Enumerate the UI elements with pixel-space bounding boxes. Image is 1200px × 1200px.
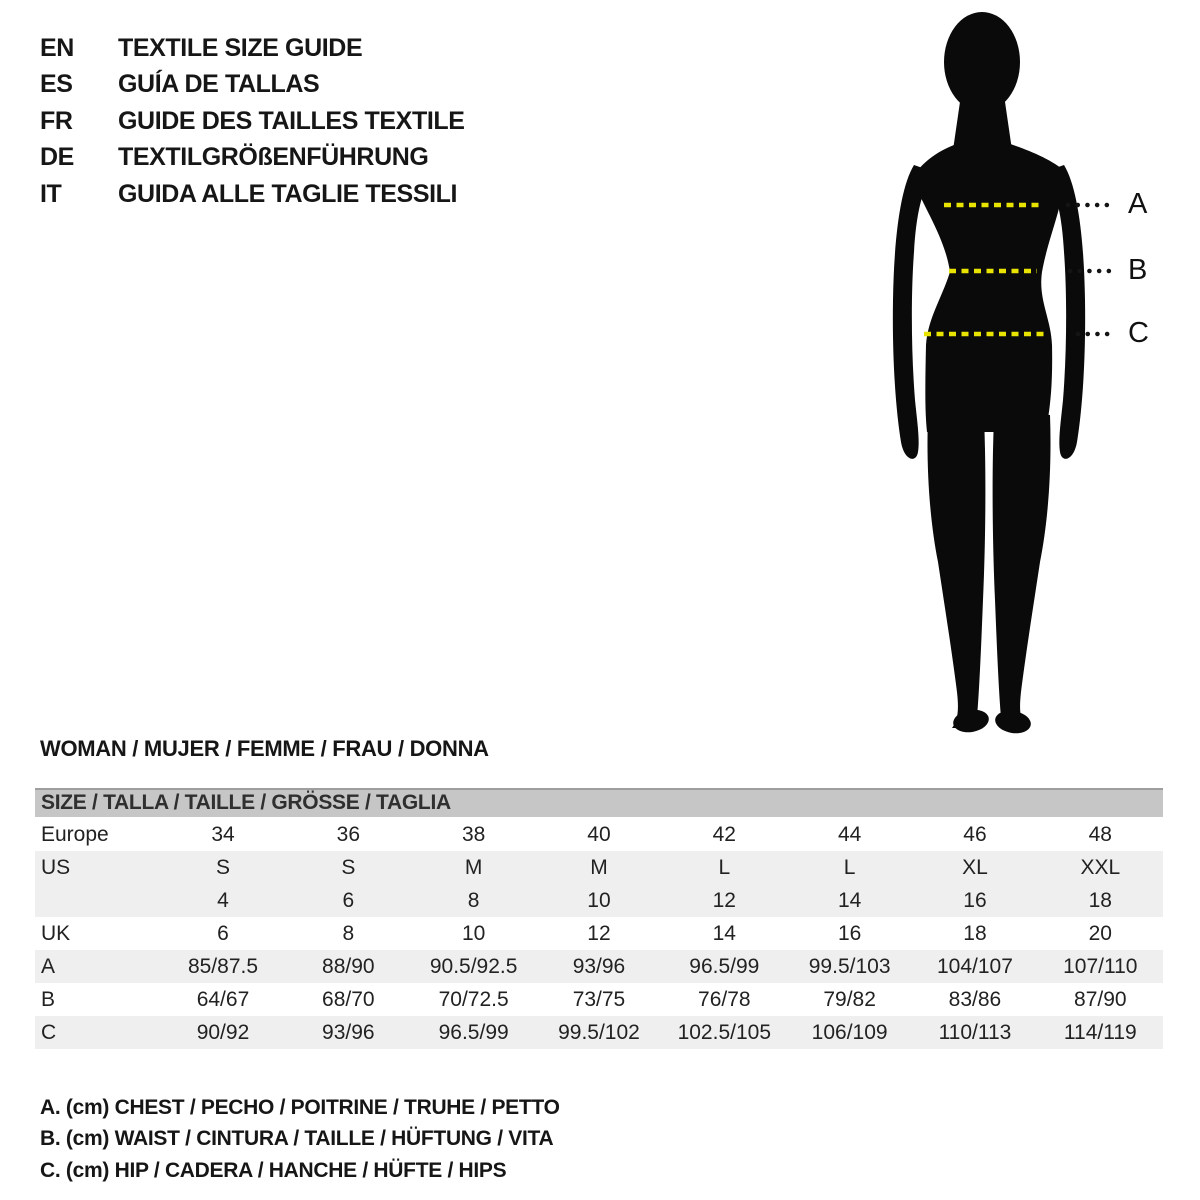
size-cell: 96.5/99 <box>689 954 760 978</box>
size-cell: S <box>341 855 356 879</box>
size-cell: 83/86 <box>948 987 1002 1011</box>
torso-shape <box>912 142 1066 432</box>
woman-silhouette-figure <box>880 0 1200 750</box>
size-cell: 99.5/102 <box>558 1020 640 1044</box>
size-cell: L <box>718 855 731 879</box>
language-title: GUIDA ALLE TAGLIE TESSILI <box>118 179 458 208</box>
right-leg-shape <box>993 412 1051 728</box>
size-cell: 10 <box>587 888 611 912</box>
size-cell: 76/78 <box>698 987 751 1011</box>
measure-label-chest: A <box>1128 188 1148 220</box>
left-foot-shape <box>951 707 990 735</box>
size-cell: 46 <box>963 823 987 847</box>
right-foot-shape <box>993 708 1032 736</box>
section-title-woman: WOMAN / MUJER / FEMME / FRAU / DONNA <box>40 736 489 761</box>
language-code: DE <box>40 143 74 172</box>
size-cell: XL <box>962 855 988 879</box>
size-cell: L <box>843 855 856 879</box>
size-cell: 20 <box>1088 921 1112 945</box>
size-table <box>35 788 1163 1049</box>
language-title: TEXTILGRÖßENFÜHRUNG <box>118 143 429 172</box>
row-label: A <box>41 954 56 978</box>
size-cell: 34 <box>211 823 235 847</box>
size-cell: 8 <box>342 921 355 945</box>
size-cell: 12 <box>712 888 736 912</box>
size-cell: 36 <box>336 823 360 847</box>
size-cell: 90/92 <box>196 1020 250 1044</box>
table-row <box>35 983 1163 1016</box>
row-label <box>35 884 160 917</box>
size-cell: 93/96 <box>572 954 626 978</box>
size-cell: M <box>464 855 483 879</box>
measurement-legend <box>40 1092 560 1187</box>
size-cell: 44 <box>837 823 862 847</box>
size-cell: 90.5/92.5 <box>429 954 518 978</box>
row-label: B <box>41 987 56 1011</box>
legend-waist: B. (cm) WAIST / CINTURA / TAILLE / HÜFTUNG / VITA <box>40 1127 554 1151</box>
legend-chest: A. (cm) CHEST / PECHO / POITRINE / TRUHE / PETTO <box>40 1095 560 1119</box>
language-title-list <box>40 30 465 213</box>
size-cell: XXL <box>1080 855 1121 879</box>
size-cell: 104/107 <box>937 954 1013 978</box>
size-cell: 48 <box>1088 823 1112 847</box>
size-cell: 14 <box>712 921 736 945</box>
woman-silhouette <box>893 12 1085 736</box>
size-cell: M <box>590 855 608 879</box>
size-cell: 8 <box>467 888 480 912</box>
language-row <box>40 140 465 177</box>
measure-label-hip: C <box>1128 317 1149 349</box>
size-cell: 88/90 <box>322 954 375 978</box>
size-cell: 85/87.5 <box>187 954 259 978</box>
size-cell: 107/110 <box>1063 954 1138 978</box>
size-cell: 6 <box>342 888 355 912</box>
size-cell: 18 <box>963 921 987 945</box>
size-cell: 6 <box>217 921 229 945</box>
size-cell: 16 <box>963 888 987 912</box>
language-title: GUÍA DE TALLAS <box>118 70 320 99</box>
language-row <box>40 176 465 213</box>
table-row <box>35 950 1163 983</box>
size-table-body <box>35 818 1163 1049</box>
table-row <box>35 851 1163 884</box>
size-cell: 114/119 <box>1063 1020 1137 1044</box>
table-row <box>35 917 1163 950</box>
table-row <box>35 884 1163 917</box>
size-cell: S <box>215 855 230 879</box>
size-cell: 99.5/103 <box>808 954 891 978</box>
size-cell: 110/113 <box>938 1020 1012 1044</box>
language-row <box>40 30 465 67</box>
language-code: FR <box>40 106 73 135</box>
table-row <box>35 818 1163 851</box>
language-row <box>40 67 465 104</box>
size-cell: 68/70 <box>322 987 375 1011</box>
size-cell: 93/96 <box>322 1020 375 1044</box>
size-cell: 87/90 <box>1074 987 1127 1011</box>
neck-shape <box>953 95 1012 150</box>
measure-label-waist: B <box>1128 254 1148 286</box>
table-row <box>35 1016 1163 1049</box>
size-cell: 42 <box>712 823 736 847</box>
size-cell: 10 <box>461 921 486 945</box>
row-label: UK <box>41 921 71 945</box>
language-code: IT <box>40 179 62 208</box>
language-title: TEXTILE SIZE GUIDE <box>118 33 363 62</box>
size-cell: 106/109 <box>811 1020 888 1044</box>
language-code: EN <box>40 33 74 62</box>
row-label: Europe <box>41 823 109 847</box>
language-title: GUIDE DES TAILLES TEXTILE <box>118 106 465 135</box>
size-cell: 40 <box>587 823 611 847</box>
language-code: ES <box>40 70 73 99</box>
size-cell: 96.5/99 <box>438 1020 509 1044</box>
size-cell: 18 <box>1088 888 1112 912</box>
size-table-header-row <box>35 789 1163 818</box>
size-table-header <box>35 789 1163 818</box>
size-cell: 4 <box>217 888 229 912</box>
size-cell: 16 <box>837 921 862 945</box>
size-cell: 79/82 <box>823 987 876 1011</box>
size-cell: 38 <box>461 823 486 847</box>
legend-hip: C. (cm) HIP / CADERA / HANCHE / HÜFTE / HIPS <box>40 1158 507 1182</box>
row-label: C <box>41 1020 57 1044</box>
size-cell: 70/72.5 <box>438 987 509 1011</box>
size-table-title: SIZE / TALLA / TAILLE / GRÖSSE / TAGLIA <box>41 791 451 815</box>
size-cell: 14 <box>837 888 862 912</box>
row-label: US <box>41 855 71 879</box>
size-cell: 73/75 <box>572 987 626 1011</box>
size-cell: 64/67 <box>196 987 250 1011</box>
size-cell: 12 <box>587 921 611 945</box>
language-row <box>40 103 465 140</box>
size-cell: 102.5/105 <box>677 1020 772 1044</box>
left-leg-shape <box>927 412 985 728</box>
